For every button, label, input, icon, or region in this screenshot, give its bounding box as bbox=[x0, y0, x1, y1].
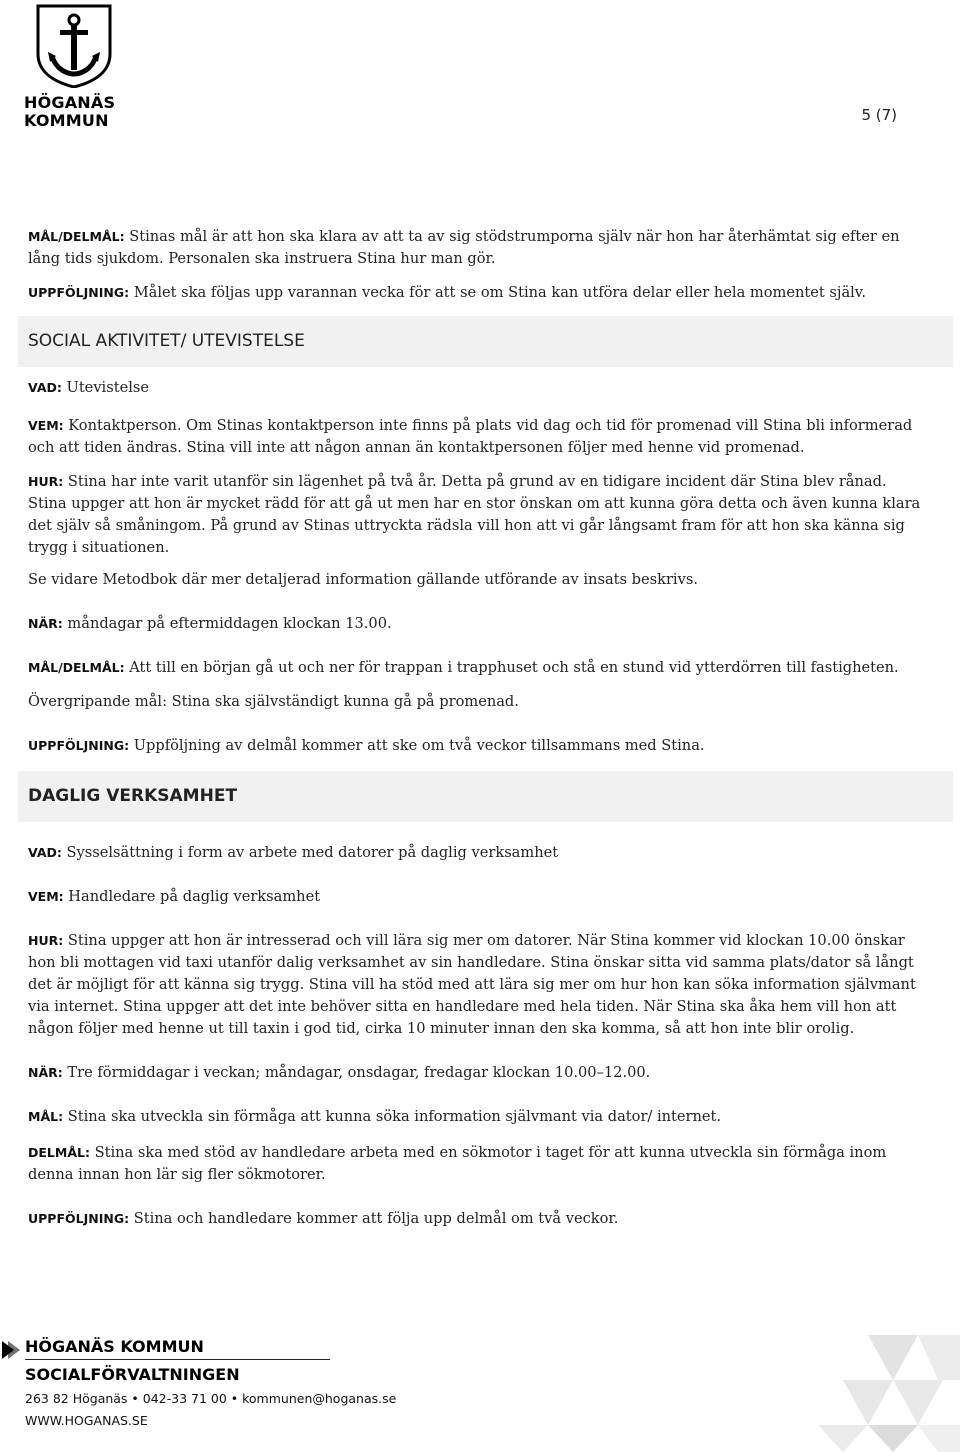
followup-paragraph: UPPFÖLJNING: Målet ska följas upp varannan vecka för att se om Stina kan utföra delar eller hela momentet själv. bbox=[28, 284, 866, 301]
footer-website: WWW.HOGANAS.SE bbox=[25, 1413, 148, 1428]
page-footer bbox=[0, 1305, 960, 1452]
s1-overall-goal: Övergripande mål: Stina ska självständigt kunna gå på promenad. bbox=[28, 693, 519, 710]
s2-vem: VEM: Handledare på daglig verksamhet bbox=[28, 888, 321, 905]
goal-paragraph: MÅL/DELMÅL: Stinas mål är att hon ska klara av att ta av sig stödstrumporna själv när hon har återhämtat sig efter en lång tids sjukdom. Personalen ska instruera Stina hur man gör. bbox=[28, 228, 900, 267]
logo bbox=[24, 4, 124, 130]
s1-nar: NÄR: måndagar på eftermiddagen klockan 13.00. bbox=[28, 615, 392, 632]
s1-vad: VAD: Utevistelse bbox=[28, 379, 150, 396]
arrow-icon bbox=[0, 1339, 22, 1361]
page-number: 5 (7) bbox=[861, 106, 897, 124]
section-heading-daily: DAGLIG VERKSAMHET bbox=[18, 771, 953, 822]
s2-hur: HUR: Stina uppger att hon är intresserad och vill lära sig mer om datorer. När Stina kommer vid klockan 10.00 önskar hon bli mottagen vid taxi utanför dalig verksamhet av sin handledare. Stina önskar sitta vid samma plats/dator så långt det är möjligt för att känna sig trygg. Stina vill ha stöd med att lära sig mer om hur hon kan söka information självmant via internet. Stina uppger att det inte behöver sitta en handledare med hela tiden. När Stina ska åka hem vill hon att någon följer med henne ut till taxin i god tid, cirka 10 minuter innan den ska komma, så att hon inte blir orolig. bbox=[28, 932, 916, 1037]
s1-followup: UPPFÖLJNING: Uppföljning av delmål kommer att ske om två veckor tillsammans med Stina. bbox=[28, 737, 705, 754]
logo-name-line1: HÖGANÄS bbox=[24, 93, 116, 112]
s1-reference: Se vidare Metodbok där mer detaljerad information gällande utförande av insats beskrivs. bbox=[28, 571, 698, 588]
logo-name bbox=[24, 94, 124, 130]
decorative-triangles-icon bbox=[808, 1305, 960, 1452]
s1-vem: VEM: Kontaktperson. Om Stinas kontaktperson inte finns på plats vid dag och tid för promenad vill Stina bli informerad och att tiden ändras. Stina vill inte att någon annan än kontaktpersonen följer med henne vid promenad. bbox=[28, 417, 913, 456]
footer-rule bbox=[25, 1359, 330, 1360]
coat-of-arms-icon bbox=[34, 4, 114, 88]
s2-nar: NÄR: Tre förmiddagar i veckan; måndagar, onsdagar, fredagar klockan 10.00–12.00. bbox=[28, 1064, 651, 1081]
document-body bbox=[28, 226, 928, 1230]
s1-hur: HUR: Stina har inte varit utanför sin lägenhet på två år. Detta på grund av en tidigare incident där Stina blev rånad. Stina uppger att hon är mycket rädd för att gå ut men har en stor önskan om att kunna göra detta och även kunna klara det själv så småningom. På grund av Stinas uttryckta rädsla vill hon att vi går långsamt fram för att hon ska känna sig trygg i situationen. bbox=[28, 473, 921, 556]
s1-goal: MÅL/DELMÅL: Att till en början gå ut och ner för trappan i trapphuset och stå en stund vid ytterdörren till fastigheten. bbox=[28, 659, 899, 676]
logo-name-line2: KOMMUN bbox=[24, 111, 109, 130]
footer-subtitle: SOCIALFÖRVALTNINGEN bbox=[25, 1365, 240, 1384]
footer-title: HÖGANÄS KOMMUN bbox=[25, 1337, 204, 1356]
s2-goal: MÅL: Stina ska utveckla sin förmåga att kunna söka information självmant via dator/ internet. bbox=[28, 1108, 722, 1125]
s2-followup: UPPFÖLJNING: Stina och handledare kommer att följa upp delmål om två veckor. bbox=[28, 1210, 619, 1227]
s2-subgoal: DELMÅL: Stina ska med stöd av handledare arbeta med en sökmotor i taget för att kunna utveckla sin förmåga inom denna innan hon lär sig fler sökmotorer. bbox=[28, 1144, 887, 1183]
footer-contact: 263 82 Höganäs • 042-33 71 00 • kommunen@hoganas.se bbox=[25, 1391, 397, 1406]
section-heading-social: SOCIAL AKTIVITET/ UTEVISTELSE bbox=[18, 316, 953, 367]
s2-vad: VAD: Sysselsättning i form av arbete med datorer på daglig verksamhet bbox=[28, 844, 559, 861]
